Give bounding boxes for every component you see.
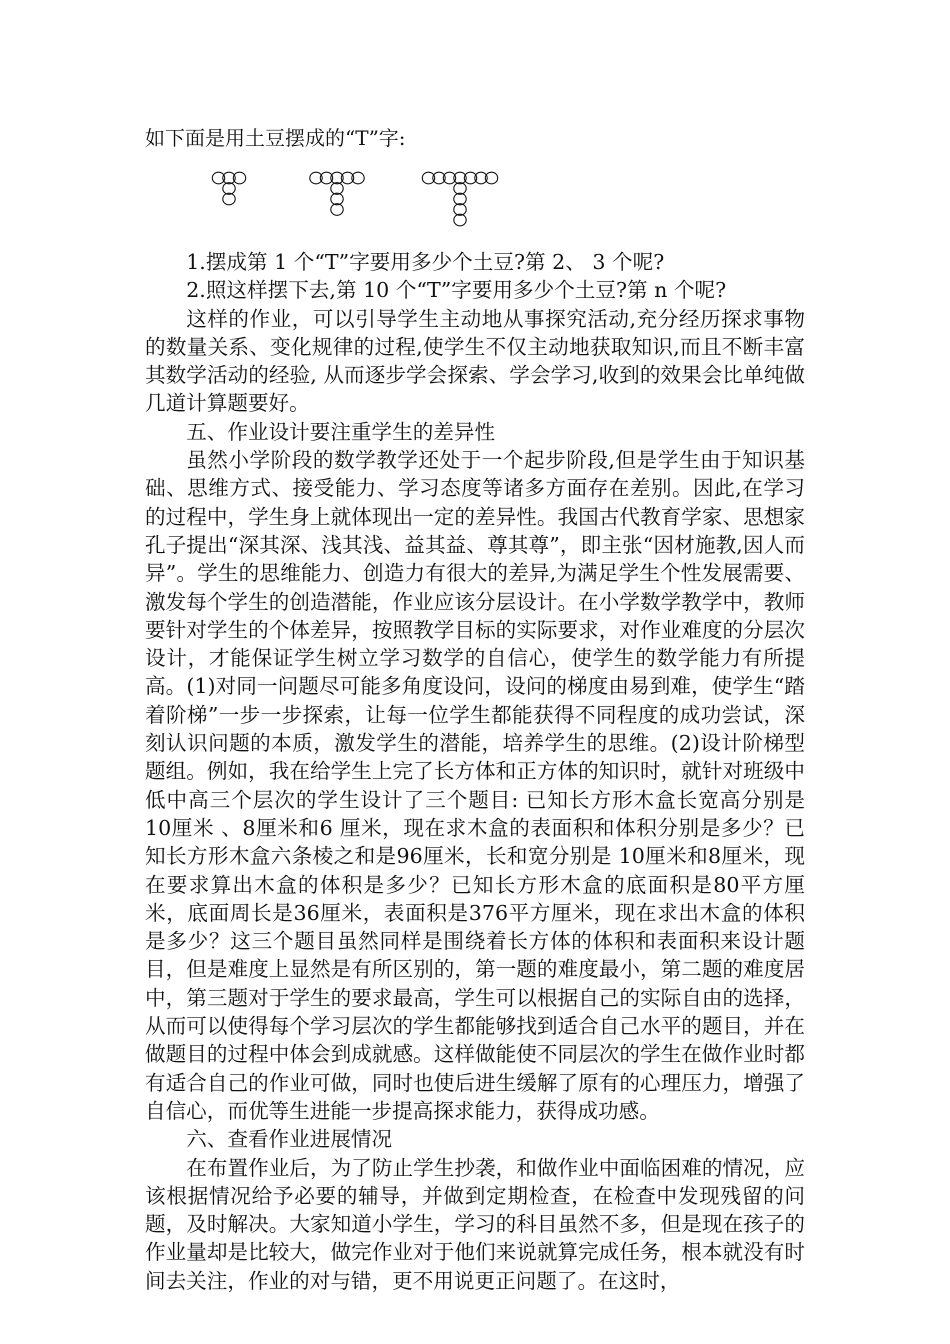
section-heading-5: 五、作业设计要注重学生的差异性	[186, 419, 496, 444]
potato-circle	[331, 204, 343, 216]
paragraph-check-progress: 在布置作业后，为了防止学生抄袭，和做作业中面临困难的情况，应该根据情况给予必要的辅导，并做到定期检查，在检查中发现残留的问题，及时解决。大家知道小学生，学习的科目虽然不多，但是现在孩子的作业量却是比较大，做完作业对于他们来说就算完成任务，根本就没有时间去关注，作业的对与错，更不用说更正问题了。在这时，	[145, 1155, 805, 1293]
potato-circle	[223, 193, 235, 205]
potato-circle	[454, 214, 466, 226]
paragraph-differences: 虽然小学阶段的数学教学还处于一个起步阶段,但是学生由于知识基础、思维方式、接受能力、学习态度等诸多方面存在差别。因此,在学习的过程中，学生身上就体现出一定的差异性。我国古代教育学家、思想家孔子提出“深其深、浅其浅、益其益、尊其尊”，即主张“因材施教,因人而异”。学生的思维能力、创造力有很大的差异,为满足学生个性发展需要、激发每个学生的创造潜能，作业应该分层设计。在小学数学教学中，教师要针对学生的个体差异，按照教学目标的实际要求，对作业难度的分层次设计，才能保证学生树立学习数学的自信心，使学生的数学能力有所提高。(1)对同一问题尽可能多角度设问，设问的梯度由易到难，使学生“踏着阶梯”一步一步探索，让每一位学生都能获得不同程度的成功尝试，深刻认识问题的本质，激发学生的潜能，培养学生的思维。(2)设计阶梯型题组。例如，我在给学生上完了长方体和正方体的知识时，就针对班级中低中高三个层次的学生设计了三个题目: 已知长方形木盒长宽高分别是 10厘米 、8厘米和6 厘米，现在求木盒的表面积和体积分别是多少？已知长方形木盒六条棱之和是96厘米，长和宽分别是 10厘米和8厘米，现在要求算出木盒的体积是多少？已知长方形木盒的底面积是80平方厘米，底面周长是36厘米，表面积是376平方厘米，现在求出木盒的体积是多少？这三个题目虽然同样是围绕着长方体的体积和表面积来设计题目，但是难度上显然是有所区别的，第一题的难度最小，第二题的难度居中，第三题对于学生的要求最高，学生可以根据自己的实际自由的选择，从而可以使得每个学习层次的学生都能够找到适合自己水平的题目，并在做题目的过程中体会到成就感。这样做能使不同层次的学生在做作业时都有适合自己的作业可做，同时也使后进生缓解了原有的心理压力，增强了自信心，而优等生进能一步提高探求能力，获得成功感。	[145, 448, 805, 1123]
question-1: 1.摆成第 1 个“T”字要用多少个土豆?第 2、 3 个呢?	[186, 250, 665, 274]
potato-circle	[454, 193, 466, 205]
potato-t-figure	[195, 166, 535, 241]
section-heading-6: 六、查看作业进展情况	[186, 1127, 393, 1152]
potato-circle	[223, 183, 235, 195]
potato-circle	[331, 193, 343, 205]
intro-text: 如下面是用土豆摆成的“T”字:	[145, 126, 406, 150]
paragraph-explore: 这样的作业，可以引导学生主动地从事探究活动,充分经历探求事物的数量关系、变化规律的过程,使学生不仅主动地获取知识,而且不断丰富其数学活动的经验, 从而逐步学会探索、学会学习,收到的效果会比单纯做几道计算题要好。	[145, 306, 805, 416]
potato-circle	[331, 183, 343, 195]
potato-circle	[454, 204, 466, 216]
body-text	[145, 248, 805, 1295]
question-2: 2.照这样摆下去,第 10 个“T”字要用多少个土豆?第 n 个呢?	[186, 278, 727, 303]
potato-circle	[454, 183, 466, 195]
